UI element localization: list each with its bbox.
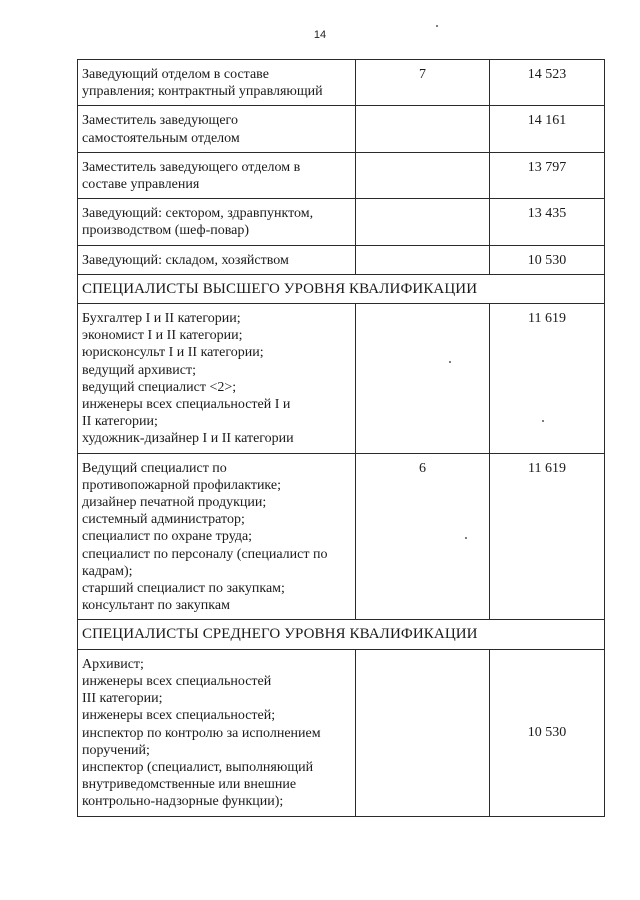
position-line: внутриведомственные или внешние xyxy=(82,777,297,793)
salary-table xyxy=(77,59,605,817)
position-line: специалист по персоналу (специалист по xyxy=(82,546,328,562)
position-line: Бухгалтер I и II категории; xyxy=(82,311,241,327)
group-cell xyxy=(356,304,490,454)
salary-cell: 11 619 xyxy=(490,453,605,620)
position-cell xyxy=(78,649,356,816)
position-line: самостоятельным отделом xyxy=(82,130,240,146)
position-line: старший специалист по закупкам; xyxy=(82,581,285,597)
position-line: ведущий архивист; xyxy=(82,362,196,378)
table-row xyxy=(78,304,605,454)
position-line: Заместитель заведующего отделом в xyxy=(82,159,301,175)
position-line: Архивист; xyxy=(82,656,144,672)
position-line: инспектор по контролю за исполнением xyxy=(82,725,321,741)
salary-cell: 14 523 xyxy=(490,60,605,106)
table-row xyxy=(78,106,605,152)
position-line: художник-дизайнер I и II категории xyxy=(82,431,294,447)
group-cell: 6 xyxy=(356,453,490,620)
section-title: СПЕЦИАЛИСТЫ СРЕДНЕГО УРОВНЯ КВАЛИФИКАЦИИ xyxy=(78,620,605,649)
position-line: инженеры всех специальностей I и xyxy=(82,397,291,413)
scan-speck xyxy=(465,537,467,539)
salary-cell: 13 797 xyxy=(490,152,605,198)
position-line: производством (шеф-повар) xyxy=(82,223,250,239)
position-cell xyxy=(78,199,356,245)
group-cell xyxy=(356,106,490,152)
scan-speck xyxy=(542,420,544,422)
table-row xyxy=(78,453,605,620)
position-line: поручений; xyxy=(82,742,150,758)
position-line: дизайнер печатной продукции; xyxy=(82,495,267,511)
section-header-row xyxy=(78,274,605,303)
position-line: системный администратор; xyxy=(82,512,245,528)
group-cell xyxy=(356,245,490,274)
position-line: Ведущий специалист по xyxy=(82,460,227,476)
section-header-row xyxy=(78,620,605,649)
position-cell xyxy=(78,304,356,454)
table-row xyxy=(78,245,605,274)
group-cell xyxy=(356,152,490,198)
table-row xyxy=(78,152,605,198)
table-row xyxy=(78,199,605,245)
position-line: специалист по охране труда; xyxy=(82,529,253,545)
position-line: юрисконсульт I и II категории; xyxy=(82,345,264,361)
page-number: 14 xyxy=(313,29,327,41)
salary-cell: 11 619 xyxy=(490,304,605,454)
table-row xyxy=(78,60,605,106)
position-line: инспектор (специалист, выполняющий xyxy=(82,759,314,775)
position-cell xyxy=(78,106,356,152)
position-cell xyxy=(78,60,356,106)
table-row xyxy=(78,649,605,816)
position-line: противопожарной профилактике; xyxy=(82,477,281,493)
section-title: СПЕЦИАЛИСТЫ ВЫСШЕГО УРОВНЯ КВАЛИФИКАЦИИ xyxy=(78,274,605,303)
position-line: Заведующий отделом в составе xyxy=(82,67,269,82)
position-line: управления; контрактный управляющий xyxy=(82,84,323,100)
group-cell xyxy=(356,649,490,816)
position-cell xyxy=(78,152,356,198)
position-line: экономист I и II категории; xyxy=(82,328,243,344)
position-line: контрольно-надзорные функции); xyxy=(82,794,284,810)
salary-cell: 13 435 xyxy=(490,199,605,245)
position-line: инженеры всех специальностей; xyxy=(82,708,276,724)
position-line: ведущий специалист <2>; xyxy=(82,379,237,395)
position-line: составе управления xyxy=(82,177,200,193)
position-line: II категории; xyxy=(82,414,158,430)
position-line: консультант по закупкам xyxy=(82,598,230,614)
salary-cell: 10 530 xyxy=(490,245,605,274)
position-line: Заведующий: складом, хозяйством xyxy=(82,252,289,268)
group-cell: 7 xyxy=(356,60,490,106)
salary-cell: 14 161 xyxy=(490,106,605,152)
position-line: Заместитель заведующего xyxy=(82,113,238,129)
scan-speck xyxy=(436,25,438,27)
position-line: кадрам); xyxy=(82,563,133,579)
salary-table-body xyxy=(78,60,605,817)
salary-cell: 10 530 xyxy=(490,649,605,816)
position-line: III категории; xyxy=(82,691,163,707)
position-line: инженеры всех специальностей xyxy=(82,673,272,689)
group-cell xyxy=(356,199,490,245)
scan-speck xyxy=(449,361,451,363)
position-cell xyxy=(78,453,356,620)
position-cell xyxy=(78,245,356,274)
position-line: Заведующий: сектором, здравпунктом, xyxy=(82,206,314,222)
